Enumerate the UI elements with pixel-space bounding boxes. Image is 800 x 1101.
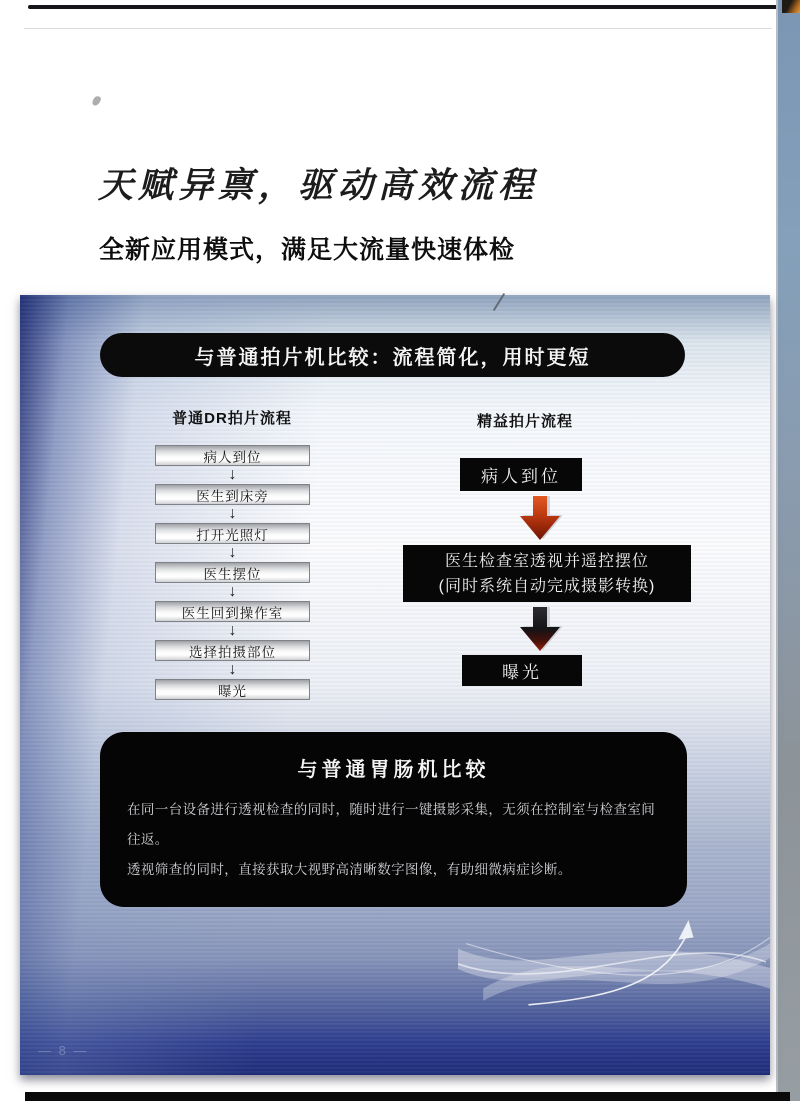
left-flow-title: 普通DR拍片流程 [172, 410, 292, 427]
red-down-arrow-icon [518, 496, 562, 542]
panel-header-bar: 与普通拍片机比较：流程简化，用时更短 [100, 333, 685, 377]
down-arrow-icon: ↓ [228, 544, 237, 561]
flow-step: 医生摆位 [155, 562, 310, 583]
gi-comparison-title: 与普通胃肠机比较 [297, 759, 490, 781]
lean-step-line2: (同时系统自动完成摄影转换) [438, 577, 656, 595]
gi-body-line2: 透视筛查的同时，直接获取大视野高清晰数字图像，有助细微病症诊断。 [127, 862, 572, 877]
right-flow-title: 精益拍片流程 [476, 413, 573, 430]
down-arrow-icon: ↓ [228, 661, 237, 678]
gi-comparison-body [127, 795, 660, 885]
flow-step: 选择拍摄部位 [155, 640, 310, 661]
page-number: — 8 — [38, 1043, 89, 1058]
flow-step: 曝光 [155, 679, 310, 700]
down-arrow-icon: ↓ [228, 622, 237, 639]
down-arrow-icon: ↓ [228, 466, 237, 483]
page-title: 天赋异禀，驱动高效流程 [98, 165, 539, 206]
lean-flow-step-fluoroscopy [403, 545, 691, 602]
lean-flow-step-expose: 曝光 [462, 655, 582, 686]
lean-flow-step-patient: 病人到位 [460, 458, 582, 491]
flow-step: 打开光照灯 [155, 523, 310, 544]
dark-red-down-arrow-icon [518, 607, 562, 653]
lean-step-line1: 医生检查室透视并遥控摆位 [444, 552, 649, 570]
page-subtitle: 全新应用模式，满足大流量快速体检 [99, 236, 516, 264]
scan-faint-line [24, 28, 772, 29]
scan-edge-line-top [28, 5, 778, 9]
scan-edge-line-bottom [25, 1092, 790, 1101]
scan-corner-artifact [782, 0, 800, 13]
ordinary-dr-flowchart [155, 445, 310, 700]
gi-body-line1: 在同一台设备进行透视检查的同时，随时进行一键摄影采集，无须在控制室与检查室间往返。 [127, 802, 656, 847]
scan-speck [91, 95, 101, 107]
down-arrow-icon: ↓ [228, 583, 237, 600]
flow-step: 医生到床旁 [155, 484, 310, 505]
gi-comparison-box [100, 732, 687, 907]
comparison-panel [20, 295, 770, 1075]
flow-step: 医生回到操作室 [155, 601, 310, 622]
wave-decoration [458, 915, 770, 1017]
down-arrow-icon: ↓ [228, 505, 237, 522]
flow-step: 病人到位 [155, 445, 310, 466]
scan-background-strip [776, 0, 800, 1101]
